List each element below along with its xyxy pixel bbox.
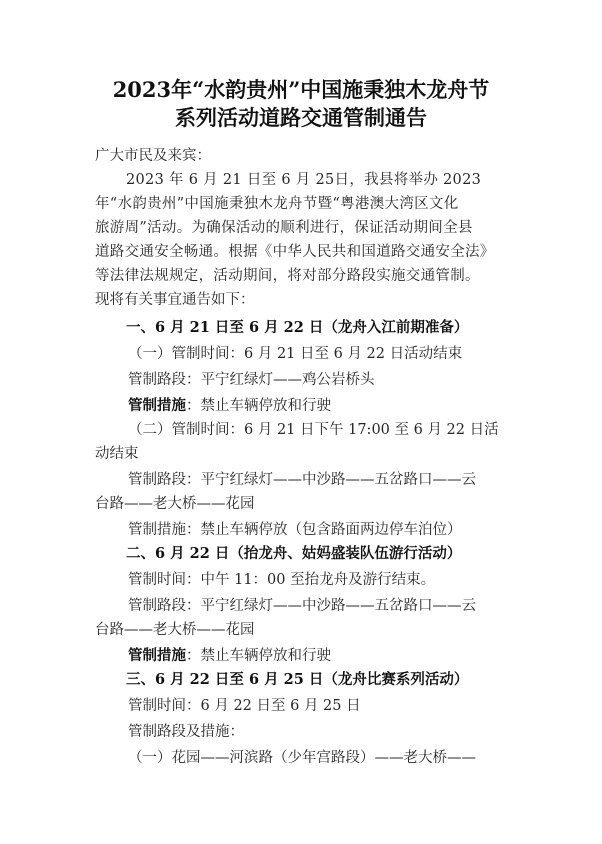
section3-heading: 三、6 月 22 日至 6 月 25 日（龙舟比赛系列活动） — [126, 671, 469, 688]
section1-sub2-measure: 管制措施：禁止车辆停放（包含路面两边停车泊位） — [128, 522, 462, 538]
document-title-line2: 系列活动道路交通管制通告 — [175, 105, 427, 130]
section1-sub1-route: 管制路段：平宁红绿灯——鸡公岩桥头 — [128, 372, 375, 388]
document-title-line1: 2023年“水韵贵州”中国施秉独木龙舟节 — [112, 77, 490, 102]
section1-sub1-measure — [128, 396, 331, 416]
measure-label: 管制措施 — [128, 397, 186, 414]
section2-heading: 二、6 月 22 日（抬龙舟、姑妈盛装队伍游行活动） — [126, 545, 462, 562]
section1-sub2-time-b: 动结束 — [95, 446, 139, 462]
intro-line-5: 等法律法规规定，活动期间，将对部分路段实施交通管制。 — [95, 268, 480, 284]
section1-heading: 一、6 月 21 日至 6 月 22 日（龙舟入江前期准备） — [126, 319, 469, 336]
section1-sub2-time-a: （二）管制时间：6 月 21 日下午 17:00 至 6 月 22 日活 — [128, 422, 499, 438]
intro-line-4: 道路交通安全畅通。根据《中华人民共和国道路交通安全法》 — [95, 244, 495, 260]
section2-route-a: 管制路段：平宁红绿灯——中沙路——五岔路口——云 — [128, 598, 476, 614]
intro-line-1: 2023 年 6 月 21 日至 6 月 25日，我县将举办 2023 — [126, 172, 482, 188]
section3-time: 管制时间：6 月 22 日至 6 月 25 日 — [128, 698, 361, 714]
section3-route-label: 管制路段及措施： — [128, 724, 244, 740]
intro-line-6: 现将有关事宜通告如下： — [95, 292, 255, 308]
section1-sub2-route-b: 台路——老大桥——花园 — [95, 496, 255, 512]
section2-measure — [128, 646, 331, 666]
section2-time: 管制时间：中午 11：00 至抬龙舟及游行结束。 — [128, 572, 436, 588]
section2-route-b: 台路——老大桥——花园 — [95, 622, 255, 638]
intro-line-3: 旅游周”活动。为确保活动的顺利进行，保证活动期间全县 — [95, 220, 473, 236]
section1-sub1-time: （一）管制时间：6 月 21 日至 6 月 22 日活动结束 — [128, 346, 463, 362]
measure-label: 管制措施 — [128, 647, 186, 664]
section3-sub1: （一）花园——河滨路（少年宫路段）——老大桥—— — [128, 750, 476, 766]
section1-sub2-route-a: 管制路段：平宁红绿灯——中沙路——五岔路口——云 — [128, 472, 476, 488]
measure-text: ：禁止车辆停放和行驶 — [186, 398, 331, 414]
measure-text: ：禁止车辆停放和行驶 — [186, 648, 331, 664]
intro-line-2: 年“水韵贵州”中国施秉独木龙舟节暨“粤港澳大湾区文化 — [95, 196, 459, 212]
salutation: 广大市民及来宾： — [95, 148, 211, 164]
